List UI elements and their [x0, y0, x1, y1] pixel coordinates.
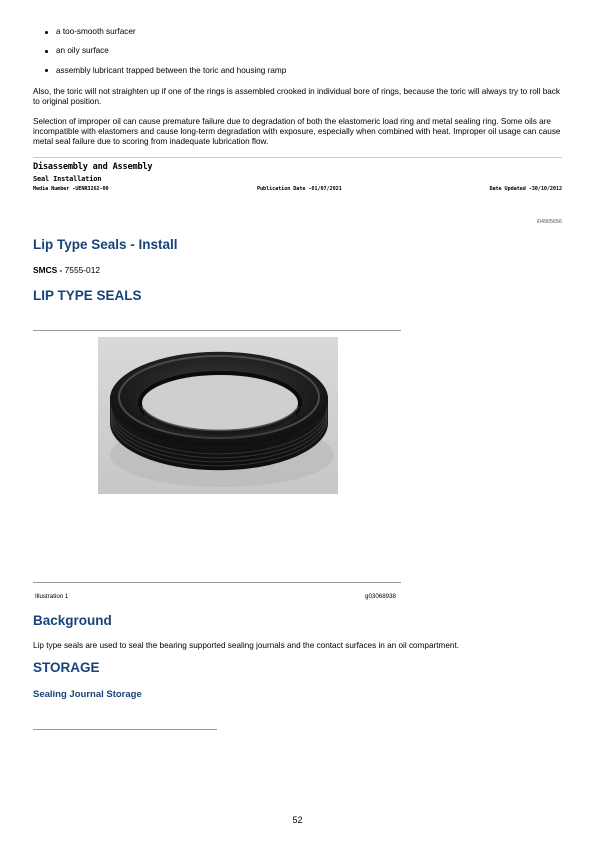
page-title: Lip Type Seals - Install — [33, 237, 178, 252]
illustration-code: g03068938 — [365, 593, 396, 600]
publication-date: Publication Date -01/07/2021 — [257, 186, 342, 192]
toric-paragraph: Also, the toric will not straighten up if one of the rings is assembled crooked in individual bore of rings, because the toric will always try to roll back to original position. — [33, 87, 560, 107]
bullet-item: an oily surface — [42, 46, 562, 56]
media-number: Media Number -UENR3262-00 — [33, 186, 109, 192]
subsection-heading-sealing-journal-storage: Sealing Journal Storage — [33, 689, 142, 700]
illustration-bottom-rule — [33, 582, 401, 583]
page-number: 52 — [292, 815, 303, 825]
section-heading-storage: STORAGE — [33, 660, 100, 675]
smcs-label: SMCS - — [33, 265, 63, 275]
smcs-value: 7555-012 — [62, 265, 101, 275]
divider — [33, 157, 562, 158]
section-heading-lip-type-seals: LIP TYPE SEALS — [33, 288, 142, 303]
document-id: i04905656 — [536, 219, 562, 225]
bullet-item: assembly lubricant trapped between the toric and housing ramp — [42, 66, 562, 76]
smcs-code — [33, 265, 100, 275]
date-updated: Date Updated -30/10/2012 — [489, 186, 562, 192]
oil-paragraph: Selection of improper oil can cause premature failure due to degradation of both the elastomeric load ring and metal sealing ring. Some oils are incompatible with elastomers and cause long-term degradation with exposure, especially when combined with heat. Improper oil usage can cause metal seal failure due to scoring from inadequate lubrication flow. — [33, 117, 561, 147]
section-heading-background: Background — [33, 613, 112, 628]
illustration-label: Illustration 1 — [35, 593, 69, 600]
background-paragraph: Lip type seals are used to seal the bearing supported sealing journals and the contact surfaces in an oil compartment. — [33, 641, 460, 650]
bullet-list — [42, 27, 562, 85]
document-subcategory: Seal Installation — [33, 175, 102, 183]
lip-seal-photo — [98, 337, 338, 494]
document-category: Disassembly and Assembly — [33, 162, 153, 172]
illustration-top-rule — [33, 330, 401, 331]
lip-seal-image — [98, 337, 338, 494]
bullet-item: a too-smooth surfacer — [42, 27, 562, 37]
section-rule — [33, 729, 217, 730]
